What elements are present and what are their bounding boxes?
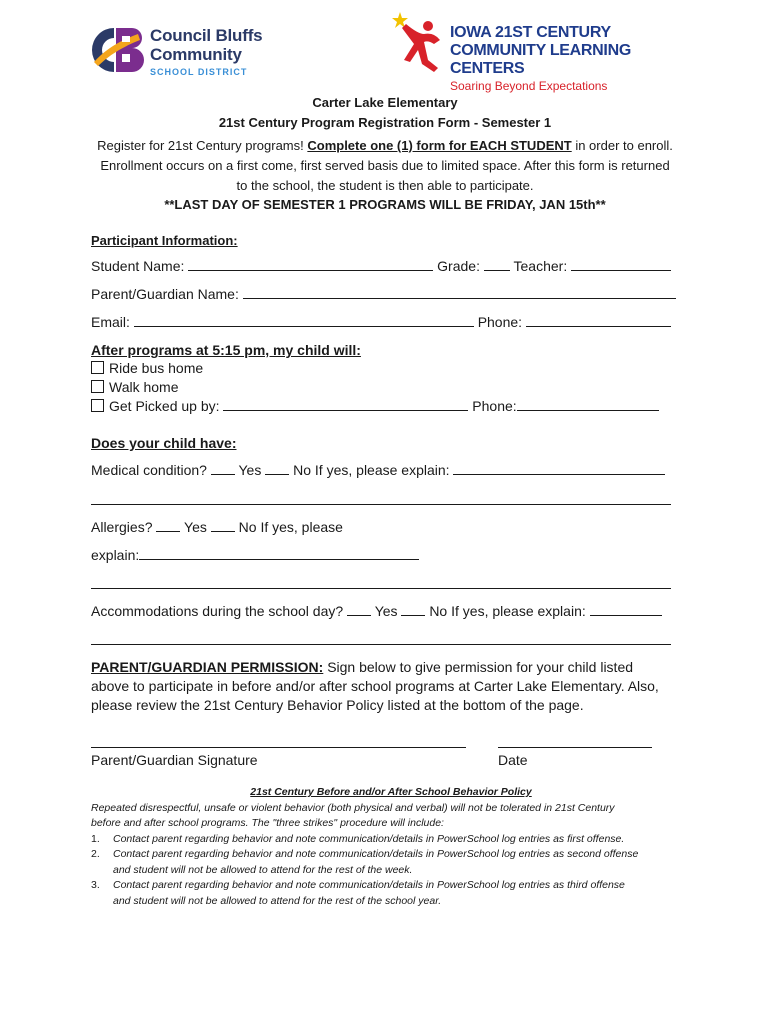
- intro-emphasis: Complete one (1) form for EACH STUDENT: [307, 138, 572, 153]
- policy-item-line: Contact parent regarding behavior and note communication/details in PowerSchool log entries as first offense.: [113, 832, 625, 845]
- policy-item-number: 3.: [91, 879, 100, 891]
- ride-bus-checkbox[interactable]: [91, 361, 104, 374]
- medical-yes-field[interactable]: [211, 462, 235, 475]
- intro-line-3: to the school, the student is then able to participate.: [236, 178, 534, 193]
- medical-label: Medical condition?: [91, 462, 207, 478]
- leaping-figure-icon: [388, 10, 454, 76]
- date-label: Date: [498, 752, 528, 768]
- option-picked-up: [91, 398, 659, 414]
- student-name-field[interactable]: [188, 258, 433, 271]
- walk-home-label: Walk home: [109, 379, 179, 395]
- intro-pre: Register for 21st Century programs!: [97, 138, 308, 153]
- picked-up-checkbox[interactable]: [91, 399, 104, 412]
- allergies-no-field[interactable]: [211, 519, 235, 532]
- health-heading: Does your child have:: [91, 435, 237, 451]
- allergies-label: Allergies?: [91, 519, 153, 535]
- cb-logo-line1: Council Bluffs: [150, 26, 263, 45]
- participant-heading: Participant Information:: [91, 233, 238, 248]
- allergies-explain-word: explain:: [91, 547, 140, 563]
- pickup-phone-field[interactable]: [517, 398, 659, 411]
- medical-row: [91, 462, 665, 478]
- iowa-logo-line2: COMMUNITY LEARNING CENTERS: [450, 42, 631, 77]
- signature-field[interactable]: [91, 747, 466, 748]
- accommodations-explain-field[interactable]: [590, 603, 662, 616]
- intro-line-1: [60, 138, 710, 153]
- policy-intro-1: Repeated disrespectful, unsafe or violent behavior (both physical and verbal) will not be tolerated in 21st Century: [91, 801, 615, 814]
- ride-bus-label: Ride bus home: [109, 360, 204, 376]
- option-ride-bus: [91, 360, 203, 376]
- permission-line-2: above to participate in before and/or after school programs at Carter Lake Elementary. Also,: [91, 678, 659, 694]
- allergies-yes-field[interactable]: [156, 519, 180, 532]
- policy-item-line: and student will not be allowed to attend for the rest of the school year.: [113, 894, 442, 907]
- accommodations-yes-field[interactable]: [347, 603, 371, 616]
- permission-label: PARENT/GUARDIAN PERMISSION:: [91, 659, 324, 675]
- teacher-field[interactable]: [571, 258, 671, 271]
- iowa-logo-line1: IOWA 21ST CENTURY: [450, 24, 611, 41]
- email-field[interactable]: [134, 314, 474, 327]
- grade-field[interactable]: [484, 258, 510, 271]
- cb-logo-line3: SCHOOL DISTRICT: [150, 67, 248, 77]
- allergies-explain-line-2[interactable]: [91, 588, 671, 589]
- accommodations-explain-line-2[interactable]: [91, 644, 671, 645]
- medical-no-label: No: [293, 462, 312, 478]
- email-row: [91, 314, 671, 330]
- policy-item-line: Contact parent regarding behavior and note communication/details in PowerSchool log entries as second offense: [113, 848, 639, 860]
- medical-no-field[interactable]: [265, 462, 289, 475]
- council-bluffs-logo: [88, 22, 288, 80]
- policy-item: [91, 847, 691, 878]
- allergies-explain-label: If yes, please: [260, 519, 343, 535]
- policy-item: [91, 832, 691, 848]
- student-name-label: Student Name:: [91, 258, 185, 274]
- pickup-phone-label: Phone:: [472, 398, 517, 414]
- policy-item-line: Contact parent regarding behavior and note communication/details in PowerSchool log entries as third offense: [113, 879, 625, 891]
- accommodations-row: [91, 603, 662, 619]
- behavior-policy: [91, 785, 691, 909]
- cb-logo-line2: Community: [150, 45, 242, 64]
- option-walk-home: [91, 379, 179, 395]
- picked-up-by-field[interactable]: [223, 398, 468, 411]
- accommodations-no-field[interactable]: [401, 603, 425, 616]
- intro-line-2: Enrollment occurs on a first come, first served basis due to limited space. After this form is returned: [100, 158, 670, 173]
- parent-name-row: [91, 286, 676, 302]
- picked-up-label: Get Picked up by:: [109, 398, 220, 414]
- iowa-21st-century-logo: [388, 10, 708, 93]
- permission-line-1: [91, 659, 633, 675]
- grade-label: Grade:: [437, 258, 480, 274]
- parent-name-label: Parent/Guardian Name:: [91, 286, 239, 302]
- policy-title: 21st Century Before and/or After School Behavior Policy: [250, 786, 532, 798]
- policy-item-number: 2.: [91, 848, 100, 860]
- teacher-label: Teacher:: [513, 258, 568, 274]
- allergies-yes-label: Yes: [184, 519, 207, 535]
- school-name: Carter Lake Elementary: [312, 95, 458, 110]
- form-title: 21st Century Program Registration Form - Semester 1: [218, 115, 552, 130]
- phone-field[interactable]: [526, 314, 671, 327]
- policy-intro-2: before and after school programs. The "three strikes" procedure will include:: [91, 817, 444, 829]
- medical-explain-field[interactable]: [453, 462, 665, 475]
- allergies-row: [91, 519, 343, 535]
- intro-post: in order to enroll.: [571, 138, 673, 153]
- student-name-row: [91, 258, 671, 274]
- allergies-no-label: No: [238, 519, 257, 535]
- iowa-logo-tagline: Soaring Beyond Expectations: [450, 79, 608, 93]
- accommodations-label: Accommodations during the school day?: [91, 603, 344, 619]
- cb-logo-icon: [88, 22, 144, 78]
- medical-yes-label: Yes: [238, 462, 262, 478]
- accommodations-no-label: No: [429, 603, 448, 619]
- policy-item-number: 1.: [91, 832, 100, 845]
- permission-text-1: Sign below to give permission for your child listed: [323, 659, 634, 675]
- phone-label: Phone:: [477, 314, 523, 330]
- policy-item-line: and student will not be allowed to attend for the rest of the week.: [113, 863, 413, 876]
- accommodations-yes-label: Yes: [374, 603, 398, 619]
- walk-home-checkbox[interactable]: [91, 380, 104, 393]
- policy-item: [91, 878, 691, 909]
- email-label: Email:: [91, 314, 130, 330]
- date-field[interactable]: [498, 747, 652, 748]
- allergies-explain-row: [91, 547, 419, 563]
- after-programs-heading: After programs at 5:15 pm, my child will:: [91, 342, 361, 358]
- permission-line-3: please review the 21st Century Behavior Policy listed at the bottom of the page.: [91, 697, 584, 713]
- deadline-notice: **LAST DAY OF SEMESTER 1 PROGRAMS WILL BE FRIDAY, JAN 15th**: [164, 197, 606, 212]
- allergies-explain-field[interactable]: [139, 547, 419, 560]
- medical-explain-line-2[interactable]: [91, 504, 671, 505]
- signature-label: Parent/Guardian Signature: [91, 752, 258, 768]
- accommodations-explain-label: If yes, please explain:: [451, 603, 586, 619]
- parent-name-field[interactable]: [243, 286, 676, 299]
- medical-explain-label: If yes, please explain:: [314, 462, 450, 478]
